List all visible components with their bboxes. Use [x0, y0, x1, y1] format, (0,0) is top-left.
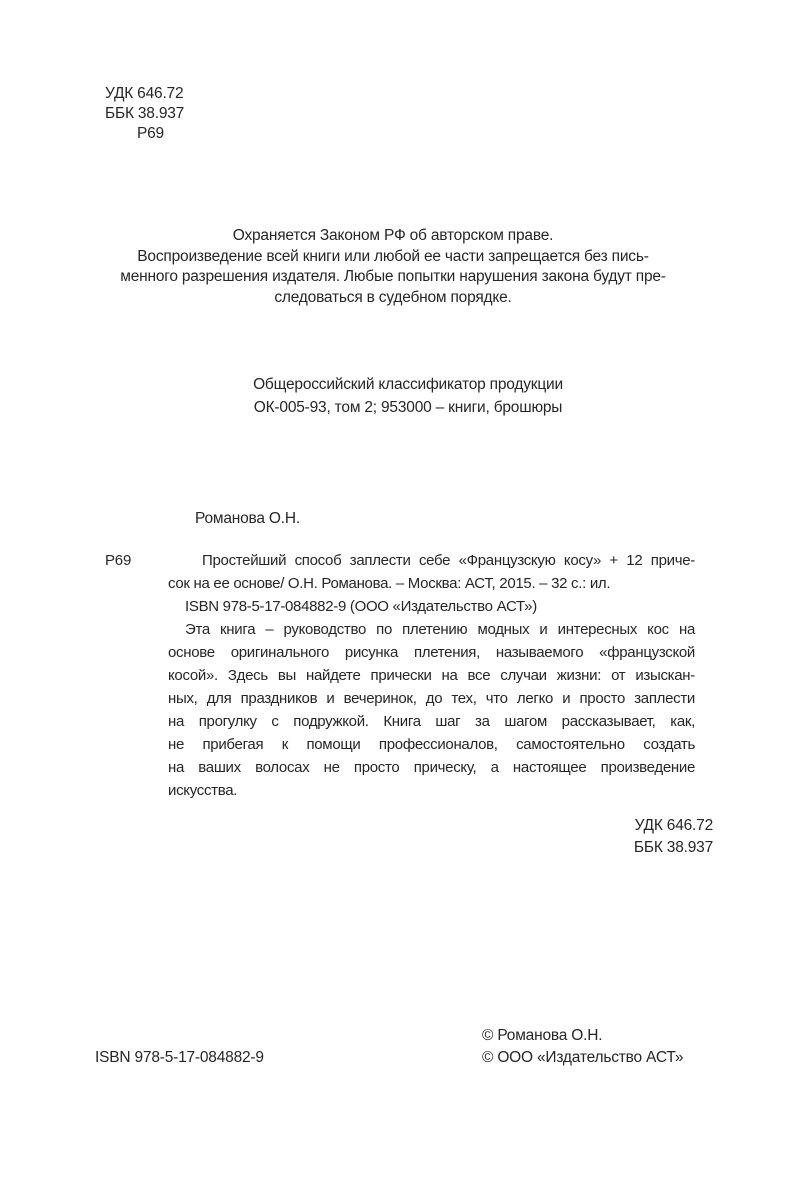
annotation-line: не прибегая к помощи профессионалов, самостоятельно создать [168, 736, 695, 753]
copyright-notice-line: Воспроизведение всей книги или любой ее части запрещается без пись- [137, 247, 649, 265]
catalog-author-sign: Р69 [105, 552, 132, 569]
annotation-line: косой». Здесь вы найдете прически на все случаи жизни: от изыскан- [168, 667, 695, 684]
copyright-notice-line: Охраняется Законом РФ об авторском праве. [232, 227, 554, 244]
annotation-line: Эта книга – руководство по плетению модных и интересных кос на [185, 621, 695, 638]
annotation-line: на прогулку с подружкой. Книга шаг за шагом рассказывает, как, [168, 713, 695, 730]
catalog-card [168, 549, 695, 802]
author-heading: Романова О.Н. [195, 510, 300, 527]
isbn-line: ISBN 978-5-17-084882-9 (ООО «Издательство АСТ») [185, 598, 537, 615]
classifier-line: ОК-005-93, том 2; 953000 – книги, брошюры [253, 399, 563, 416]
bbk-code: ББК 38.937 [105, 105, 185, 122]
footer-codes [634, 815, 713, 859]
annotation-line: искусства. [168, 782, 238, 799]
catalog-line: сок на ее основе/ О.Н. Романова. – Москва: АСТ, 2015. – 32 с.: ил. [168, 575, 611, 592]
header-codes [105, 84, 184, 144]
copyright-notice [93, 226, 693, 308]
copyright-notice-line: менного разрешения издателя. Любые попытки нарушения закона будут пре- [120, 268, 666, 285]
udk-code: УДК 646.72 [634, 817, 713, 834]
isbn-number: ISBN 978-5-17-084882-9 [95, 1049, 264, 1066]
author-sign-code: Р69 [137, 125, 164, 142]
annotation-line: на ваших волосах не просто прическу, а настоящее произведение [168, 759, 695, 776]
bbk-code: ББК 38.937 [633, 839, 713, 856]
classifier-line: Общероссийский классификатор продукции [253, 376, 563, 393]
annotation-line: основе оригинального рисунка плетения, называемого «французской [168, 644, 695, 661]
udk-code: УДК 646.72 [105, 85, 184, 102]
copyright-author-line: © Романова О.Н. [482, 1027, 603, 1044]
copyright-notice-line: следоваться в судебном порядке. [274, 288, 512, 306]
annotation-line: ных, для праздников и вечеринок, до тех, что легко и просто заплести [168, 690, 695, 707]
copyright-publisher-line: © ООО «Издательство АСТ» [482, 1049, 684, 1066]
copyright-lines [482, 1025, 683, 1069]
catalog-line: Простейший способ заплести себе «Французскую косу» + 12 приче- [202, 552, 695, 569]
product-classifier [108, 373, 708, 419]
